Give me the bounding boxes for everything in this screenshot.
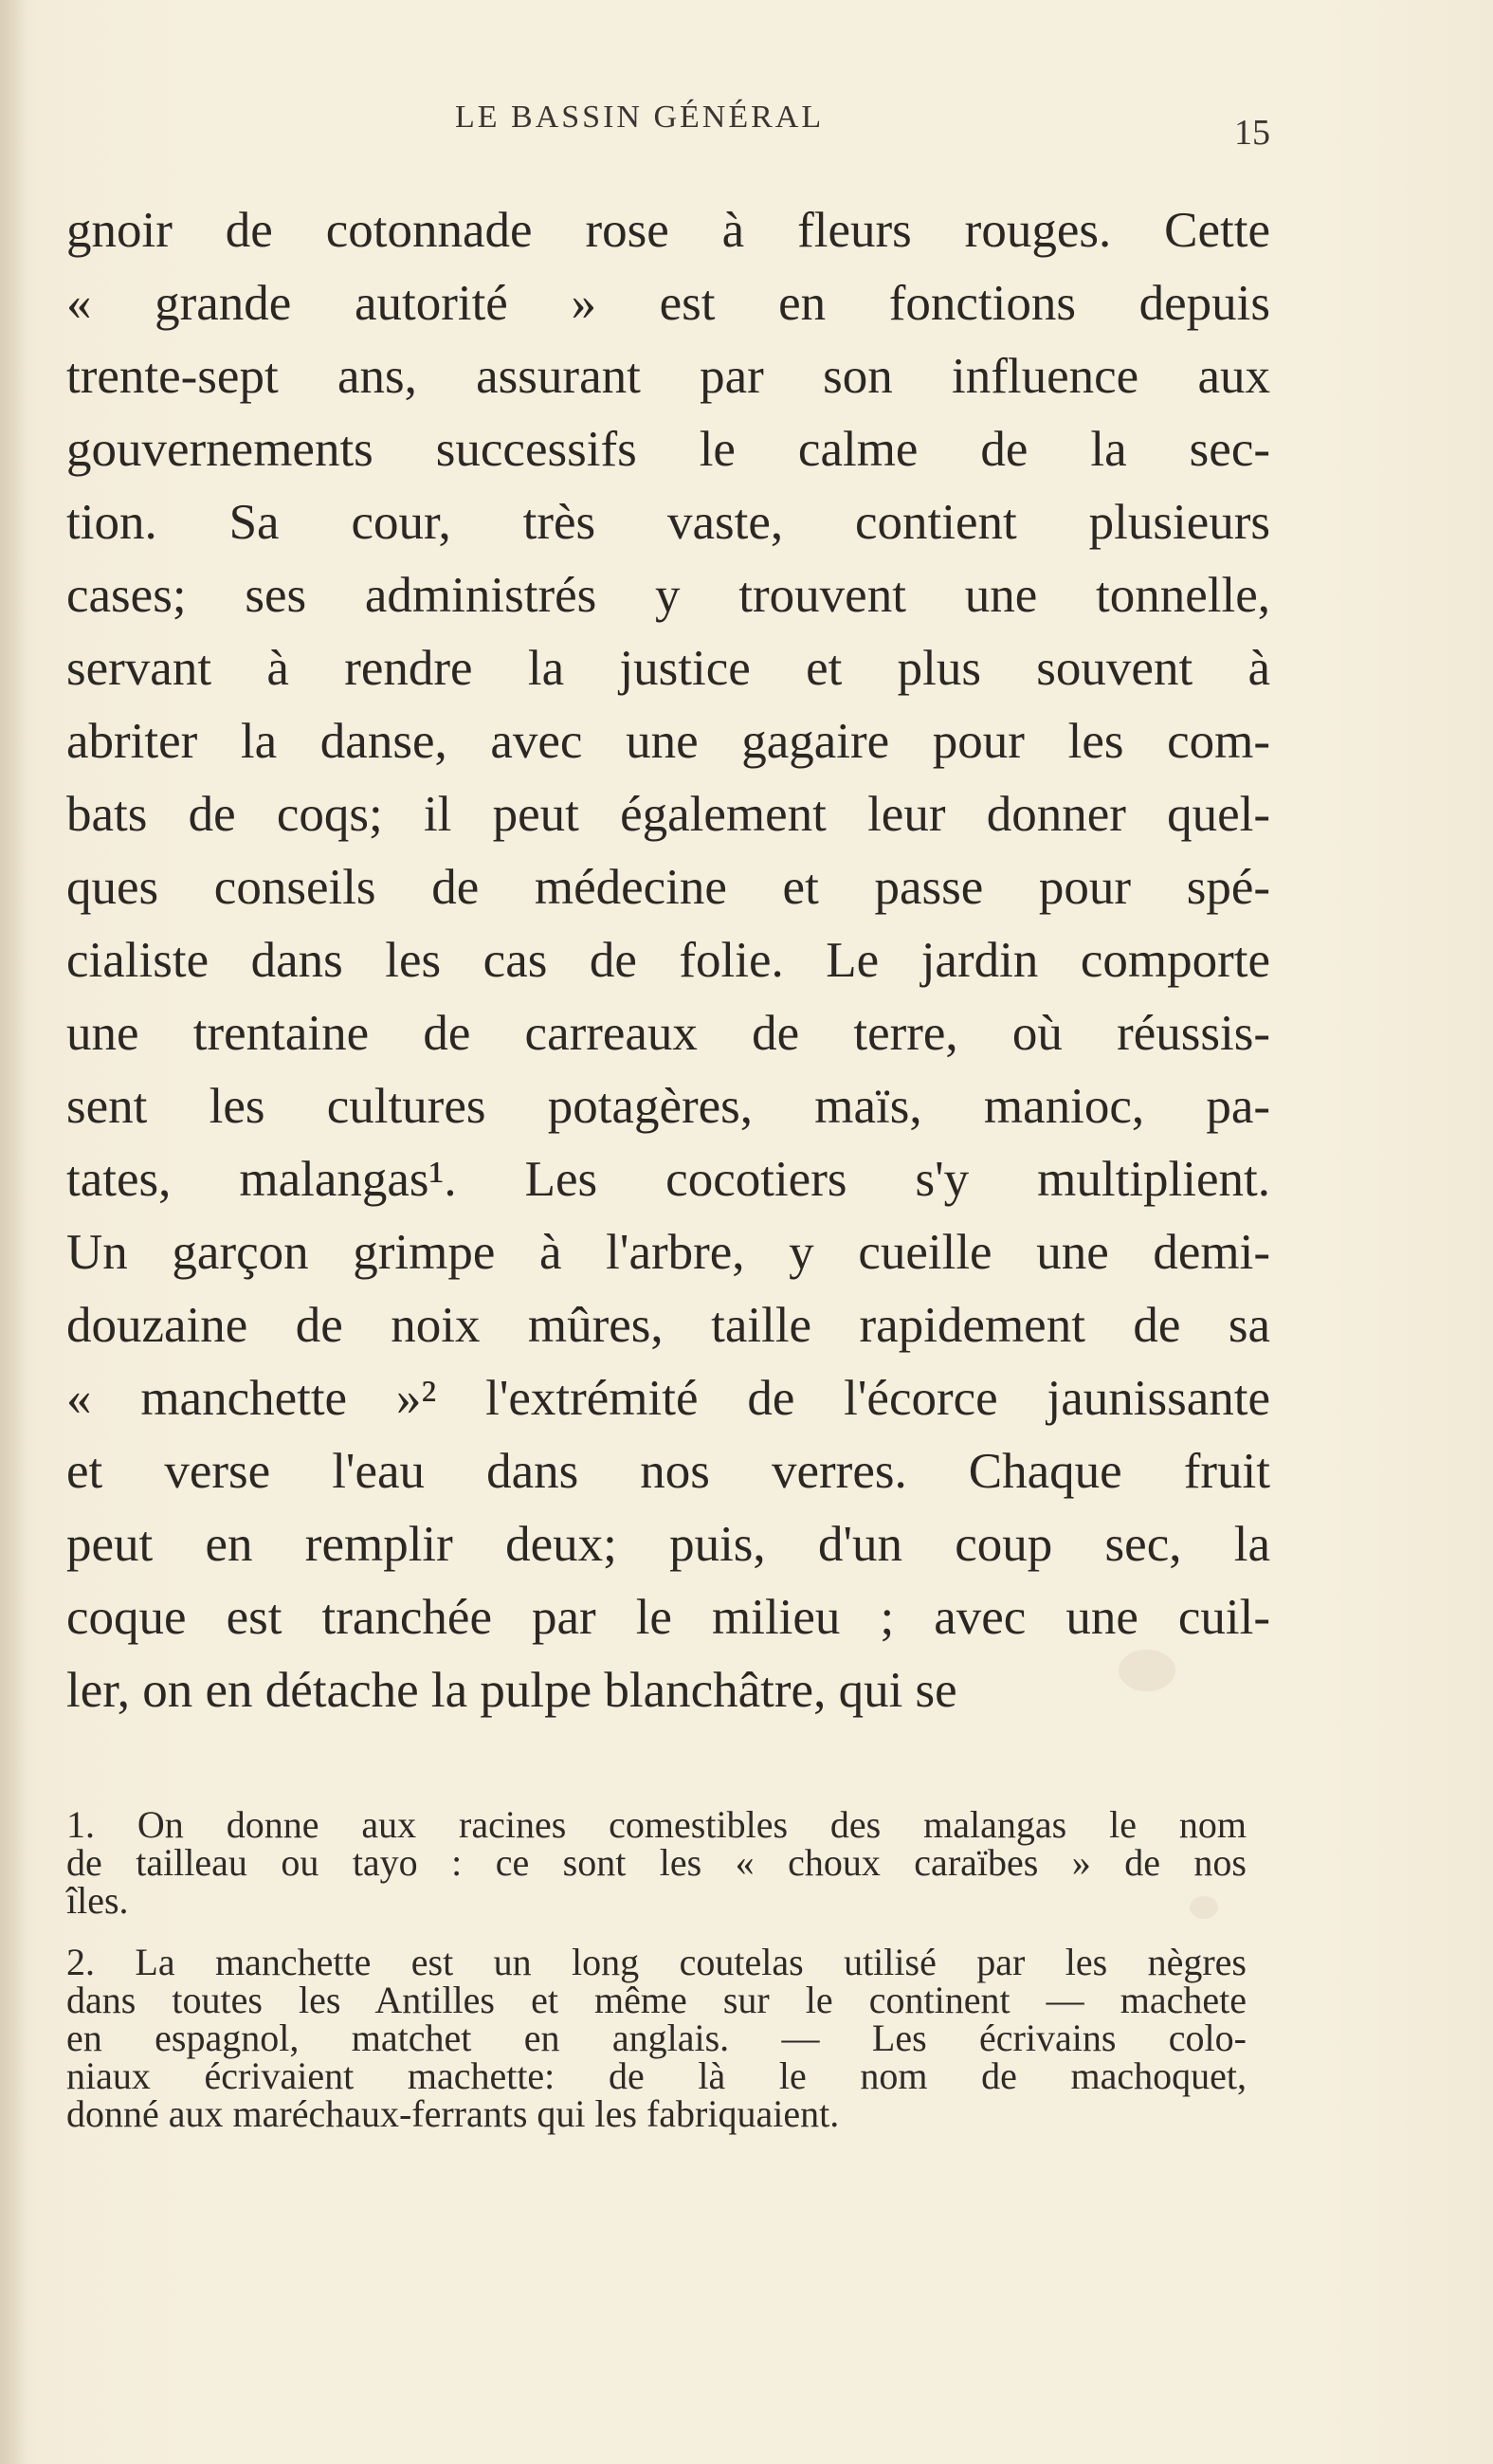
text-line: une trentaine de carreaux de terre, où réussis- (66, 1006, 1270, 1061)
footnote-line: niaux écrivaient machette: de là le nom de machoquet, (66, 2054, 1247, 2097)
body-text (66, 194, 1270, 1727)
text-line: trente-sept ans, assurant par son influence aux (66, 349, 1270, 404)
footnote-line: de tailleau ou tayo : ce sont les « choux caraïbes » de nos (66, 1841, 1247, 1884)
binding-shadow (0, 0, 27, 2464)
text-line: bats de coqs; il peut également leur donner quel- (66, 787, 1270, 842)
text-line: « grande autorité » est en fonctions depuis (66, 276, 1270, 331)
text-line: cases; ses administrés y trouvent une tonnelle, (66, 568, 1270, 623)
text-line: et verse l'eau dans nos verres. Chaque fruit (66, 1444, 1270, 1499)
text-line: douzaine de noix mûres, taille rapidement de sa (66, 1298, 1270, 1353)
text-line: « manchette »² l'extrémité de l'écorce jaunissante (66, 1371, 1270, 1426)
text-line: abriter la danse, avec une gagaire pour les com- (66, 714, 1270, 769)
text-line: peut en remplir deux; puis, d'un coup sec, la (66, 1517, 1270, 1572)
text-line: ques conseils de médecine et passe pour spé- (66, 860, 1270, 915)
text-line: coque est tranchée par le milieu ; avec une cuil- (66, 1590, 1270, 1645)
page-number: 15 (1234, 113, 1270, 153)
footnote-2 (66, 1941, 1247, 2135)
text-line: sent les cultures potagères, maïs, manioc, pa- (66, 1079, 1270, 1134)
footnotes (66, 1803, 1247, 2135)
text-line: ler, on en détache la pulpe blanchâtre, qui se (66, 1663, 957, 1718)
text-line: Un garçon grimpe à l'arbre, y cueille une demi- (66, 1225, 1270, 1280)
text-line: tates, malangas¹. Les cocotiers s'y multiplient. (66, 1152, 1270, 1207)
footnote-1 (66, 1803, 1247, 1922)
running-title: LE BASSIN GÉNÉRAL (455, 100, 825, 135)
footnote-line: dans toutes les Antilles et même sur le continent — machete (66, 1979, 1247, 2021)
footnote-line: 1. On donne aux racines comestibles des malangas le nom (66, 1803, 1247, 1846)
footnote-line: en espagnol, matchet en anglais. — Les écrivains colo- (66, 2017, 1247, 2059)
text-line: servant à rendre la justice et plus souvent à (66, 641, 1270, 696)
footnote-line: 2. La manchette est un long coutelas utilisé par les nègres (66, 1941, 1247, 1983)
text-line: cialiste dans les cas de folie. Le jardin comporte (66, 933, 1270, 988)
text-line: tion. Sa cour, très vaste, contient plusieurs (66, 495, 1270, 550)
footnote-line: donné aux maréchaux-ferrants qui les fabriquaient. (66, 2092, 840, 2135)
text-line: gouvernements successifs le calme de la sec- (66, 422, 1270, 477)
text-line: gnoir de cotonnade rose à fleurs rouges. Cette (66, 203, 1270, 258)
footnote-line: îles. (66, 1879, 129, 1922)
